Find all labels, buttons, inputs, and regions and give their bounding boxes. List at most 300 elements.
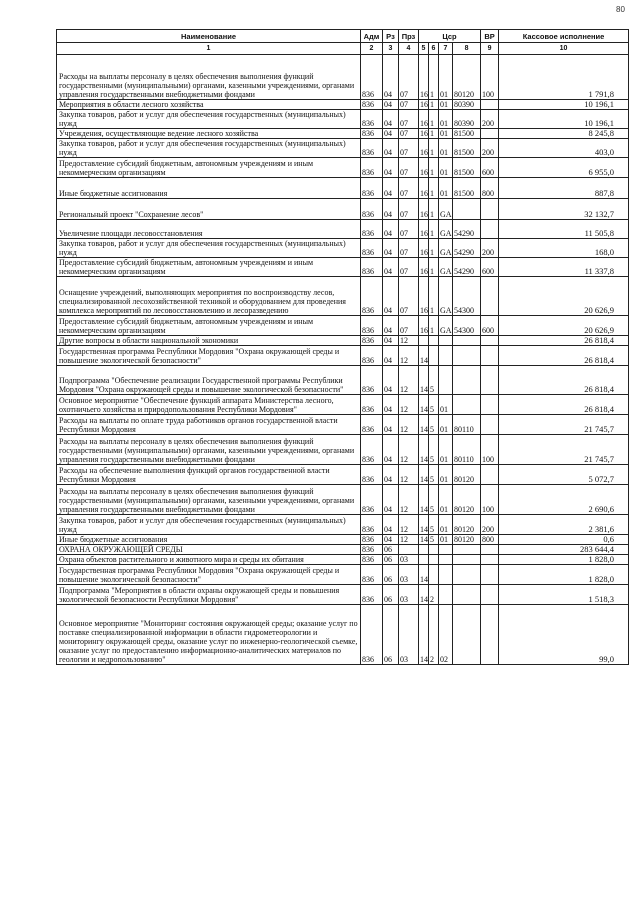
row-adm: 836 (361, 100, 383, 110)
row-csr-direction (453, 336, 481, 346)
row-vr (481, 415, 499, 435)
row-csr-subprogram (429, 565, 439, 585)
row-prz: 12 (399, 346, 419, 366)
col-number: 10 (499, 43, 629, 55)
table-row (57, 565, 629, 585)
table-row (57, 258, 629, 277)
row-name: Учреждения, осуществляющие ведение лесного хозяйства (57, 129, 361, 139)
table-row (57, 239, 629, 258)
table-row (57, 110, 629, 129)
row-csr-subprogram: 5 (429, 395, 439, 415)
row-csr-direction: 80110 (453, 435, 481, 465)
row-vr: 200 (481, 139, 499, 158)
row-adm: 836 (361, 485, 383, 515)
row-name: Предоставление субсидий бюджетным, автономным учреждениям и иным некоммерческим организациям (57, 316, 361, 336)
row-prz: 03 (399, 555, 419, 565)
row-amount: 10 196,1 (499, 100, 629, 110)
row-name: ОХРАНА ОКРУЖАЮЩЕЙ СРЕДЫ (57, 545, 361, 555)
row-csr-direction (453, 585, 481, 605)
row-rz: 04 (383, 55, 399, 100)
row-name: Подпрограмма "Мероприятия в области охраны окружающей среды и повышения экологической безопасности Республики Мордовия" (57, 585, 361, 605)
row-csr-main: GA (439, 258, 453, 277)
row-prz: 07 (399, 258, 419, 277)
row-csr-main: 01 (439, 485, 453, 515)
row-name: Увеличение площади лесовосстановления (57, 220, 361, 239)
row-vr (481, 220, 499, 239)
row-csr-subprogram: 5 (429, 366, 439, 395)
row-rz: 04 (383, 100, 399, 110)
row-csr-direction: 80390 (453, 110, 481, 129)
row-csr-program: 16 (419, 220, 429, 239)
row-csr-program: 14 (419, 346, 429, 366)
row-adm: 836 (361, 110, 383, 129)
row-vr (481, 545, 499, 555)
row-csr-main: 01 (439, 139, 453, 158)
row-prz: 12 (399, 535, 419, 545)
row-name: Основное мероприятие "Мониторинг состояния окружающей среды; оказание услуг по поставке специализированной информации в области гидрометеорологии и мониторингу окружающей среды, оказание услуг по инженерно-геологической съемке, оказание услуг по предоставлению информационно-аналитических материалов по геологии и недропользованию" (57, 605, 361, 665)
row-csr-direction: 80390 (453, 100, 481, 110)
row-amount: 10 196,1 (499, 110, 629, 129)
row-csr-program: 16 (419, 316, 429, 336)
row-csr-subprogram: 1 (429, 55, 439, 100)
row-amount: 11 505,8 (499, 220, 629, 239)
row-amount: 26 818,4 (499, 395, 629, 415)
row-name: Государственная программа Республики Мордовия "Охрана окружающей среды и повышение экологической безопасности" (57, 565, 361, 585)
row-rz: 04 (383, 110, 399, 129)
row-rz: 06 (383, 545, 399, 555)
row-name: Предоставление субсидий бюджетным, автономным учреждениям и иным некоммерческим организациям (57, 158, 361, 178)
row-prz: 12 (399, 465, 419, 485)
row-csr-subprogram: 5 (429, 485, 439, 515)
row-csr-direction: 80120 (453, 55, 481, 100)
row-adm: 836 (361, 346, 383, 366)
row-csr-subprogram: 5 (429, 415, 439, 435)
table-row (57, 415, 629, 435)
row-csr-direction (453, 346, 481, 366)
table-row (57, 395, 629, 415)
row-csr-subprogram: 5 (429, 535, 439, 545)
row-vr (481, 346, 499, 366)
row-adm: 836 (361, 545, 383, 555)
row-prz: 12 (399, 366, 419, 395)
row-csr-subprogram: 5 (429, 465, 439, 485)
table-row (57, 316, 629, 336)
row-vr (481, 565, 499, 585)
row-csr-program: 16 (420, 100, 428, 109)
table-row (57, 55, 629, 100)
row-amount: 2 381,6 (499, 515, 629, 535)
row-csr-subprogram: 1 (429, 178, 439, 199)
row-csr-main: GA (439, 220, 453, 239)
row-csr-direction: 81500 (453, 158, 481, 178)
row-adm: 836 (361, 435, 383, 465)
row-amount: 403,0 (499, 139, 629, 158)
row-name: Предоставление субсидий бюджетным, автономным учреждениям и иным некоммерческим организациям (57, 258, 361, 277)
row-prz: 12 (399, 515, 419, 535)
row-vr (481, 277, 499, 316)
row-csr-subprogram: 1 (429, 110, 439, 129)
row-csr-program: 14 (419, 485, 429, 515)
row-amount: 2 690,6 (499, 485, 629, 515)
row-rz: 04 (383, 139, 399, 158)
row-vr (481, 366, 499, 395)
row-csr-main: GA (439, 316, 453, 336)
row-vr (481, 395, 499, 415)
row-amount: 26 818,4 (499, 336, 629, 346)
row-amount: 21 745,7 (499, 435, 629, 465)
row-csr-program: 14 (419, 565, 429, 585)
row-adm: 836 (361, 465, 383, 485)
row-csr-program (419, 336, 429, 346)
table-row (57, 605, 629, 665)
row-amount: 20 626,9 (499, 277, 629, 316)
row-name: Другие вопросы в области национальной экономики (57, 336, 361, 346)
row-csr-subprogram: 1 (429, 316, 439, 336)
row-rz: 04 (383, 435, 399, 465)
row-rz: 04 (383, 220, 399, 239)
row-adm: 836 (361, 178, 383, 199)
row-adm: 836 (361, 366, 383, 395)
row-csr-subprogram: 5 (429, 515, 439, 535)
row-csr-main: 01 (439, 435, 453, 465)
col-number: 2 (361, 43, 383, 55)
row-csr-direction: 80120 (453, 535, 481, 545)
col-number: 4 (399, 43, 419, 55)
row-vr: 600 (481, 258, 499, 277)
row-csr-main: 02 (439, 605, 453, 665)
row-rz: 06 (383, 565, 399, 585)
row-prz: 07 (399, 129, 419, 139)
row-rz: 06 (383, 555, 399, 565)
row-prz (399, 545, 419, 555)
row-prz: 03 (399, 605, 419, 665)
row-name: Охрана объектов растительного и животного мира и среды их обитания (57, 555, 361, 565)
row-name: Расходы на выплаты персоналу в целях обеспечения выполнения функций государственными (муниципальными) органами, казенными учреждениями, органами управления государственными внебюджетными фондами (57, 485, 361, 515)
row-csr-direction: 54290 (453, 239, 481, 258)
row-csr-main: 01 (439, 395, 453, 415)
row-vr (481, 465, 499, 485)
row-name: Подпрограмма "Обеспечение реализации Государственной программы Республики Мордовия "Охрана окружающей среды и повышение экологической безопасности" (57, 366, 361, 395)
row-csr-main: 01 (439, 55, 453, 100)
row-vr: 200 (481, 239, 499, 258)
row-csr-main (439, 545, 453, 555)
row-rz: 04 (383, 366, 399, 395)
row-name: Расходы на выплаты персоналу в целях обеспечения выполнения функций государственными (муниципальными) органами, казенными учреждениями, органами управления государственными внебюджетными фондами (57, 55, 361, 100)
row-name: Государственная программа Республики Мордовия "Охрана окружающей среды и повышение экологической безопасности" (57, 346, 361, 366)
row-csr-direction (453, 605, 481, 665)
row-csr-subprogram: 5 (429, 435, 439, 465)
row-csr-program: 14 (419, 465, 429, 485)
row-csr-main (439, 336, 453, 346)
row-amount: 283 644,4 (499, 545, 629, 555)
row-vr (481, 336, 499, 346)
row-csr-direction (453, 395, 481, 415)
row-prz: 12 (399, 485, 419, 515)
row-csr-main: 01 (439, 129, 453, 139)
row-csr-program: 14 (419, 585, 429, 605)
row-adm: 836 (361, 415, 383, 435)
row-amount: 21 745,7 (499, 415, 629, 435)
row-vr (481, 585, 499, 605)
row-csr-subprogram: 1 (429, 277, 439, 316)
row-csr-direction: 54290 (453, 258, 481, 277)
row-vr (481, 605, 499, 665)
row-csr-subprogram: 2 (429, 585, 439, 605)
row-amount: 1 518,3 (499, 585, 629, 605)
row-rz: 04 (383, 258, 399, 277)
row-amount: 5 072,7 (499, 465, 629, 485)
row-name: Расходы на обеспечение выполнения функций органов государственной власти Республики Мордовия (57, 465, 361, 485)
row-csr-program: 16 (419, 55, 429, 100)
row-amount: 168,0 (499, 239, 629, 258)
col-number: 6 (429, 43, 439, 55)
row-csr-main (439, 585, 453, 605)
row-csr-program: 16 (419, 258, 429, 277)
table-row (57, 100, 629, 110)
row-csr-direction: 80120 (453, 515, 481, 535)
col-number: 3 (383, 43, 399, 55)
row-csr-program: 16 (419, 110, 429, 129)
row-vr: 100 (481, 485, 499, 515)
row-rz: 04 (383, 129, 399, 139)
row-adm: 836 (361, 555, 383, 565)
row-amount: 26 818,4 (499, 346, 629, 366)
row-prz: 07 (399, 239, 419, 258)
row-prz: 12 (399, 395, 419, 415)
col-number: 7 (439, 43, 453, 55)
table-row (57, 545, 629, 555)
row-csr-main (439, 346, 453, 366)
row-vr: 100 (481, 55, 499, 100)
row-csr-direction: 80120 (453, 485, 481, 515)
row-csr-subprogram: 1 (429, 158, 439, 178)
table-row (57, 139, 629, 158)
row-rz: 04 (383, 199, 399, 220)
row-csr-program: 14 (419, 415, 429, 435)
table-row (57, 129, 629, 139)
row-csr-subprogram: 1 (429, 258, 439, 277)
row-csr-direction: 81500 (453, 178, 481, 199)
row-adm: 836 (361, 515, 383, 535)
row-prz: 07 (399, 55, 419, 100)
row-vr: 200 (481, 515, 499, 535)
budget-execution-table (56, 29, 629, 665)
row-csr-program: 14 (419, 366, 429, 395)
row-vr (481, 199, 499, 220)
row-amount: 20 626,9 (499, 316, 629, 336)
row-amount: 6 955,0 (499, 158, 629, 178)
row-csr-main: 01 (439, 465, 453, 485)
col-header-adm: Адм (361, 30, 383, 43)
table-row (57, 346, 629, 366)
row-adm: 836 (361, 220, 383, 239)
row-prz: 07 (399, 158, 419, 178)
row-rz: 04 (383, 178, 399, 199)
table-row (57, 515, 629, 535)
row-vr: 800 (481, 178, 499, 199)
row-csr-main: 01 (439, 535, 453, 545)
row-csr-direction: 81500 (453, 129, 481, 139)
row-csr-main (439, 555, 453, 565)
row-csr-subprogram: 1 (429, 220, 439, 239)
row-csr-subprogram: 2 (429, 605, 439, 665)
row-adm: 836 (361, 336, 383, 346)
row-csr-program: 14 (419, 515, 429, 535)
row-rz: 04 (383, 277, 399, 316)
row-csr-subprogram: 1 (429, 139, 439, 158)
row-amount: 8 245,8 (499, 129, 629, 139)
row-amount: 1 828,0 (499, 565, 629, 585)
table-row (57, 366, 629, 395)
row-rz: 04 (383, 336, 399, 346)
col-number: 8 (453, 43, 481, 55)
column-number-row (57, 43, 629, 55)
row-name: Основное мероприятие "Обеспечение функций аппарата Министерства лесного, охотничьего хозяйства и природопользования Республики Мордовия" (57, 395, 361, 415)
col-number: 5 (419, 43, 429, 55)
row-csr-main: 01 (439, 415, 453, 435)
table-row (57, 178, 629, 199)
row-adm: 836 (361, 277, 383, 316)
row-csr-direction (453, 366, 481, 395)
col-header-rz: Рз (383, 30, 399, 43)
row-amount: 11 337,8 (499, 258, 629, 277)
row-amount: 26 818,4 (499, 366, 629, 395)
row-csr-main: 01 (439, 515, 453, 535)
row-name: Мероприятия в области лесного хозяйства (57, 100, 361, 110)
row-vr: 600 (481, 316, 499, 336)
row-name: Закупка товаров, работ и услуг для обеспечения государственных (муниципальных) нужд (57, 139, 361, 158)
row-prz: 07 (399, 110, 419, 129)
row-vr: 100 (481, 435, 499, 465)
row-rz: 04 (383, 395, 399, 415)
row-name: Закупка товаров, работ и услуг для обеспечения государственных (муниципальных) нужд (57, 110, 361, 129)
row-vr (481, 100, 499, 110)
row-name: Иные бюджетные ассигнования (57, 178, 361, 199)
col-header-vr: ВР (481, 30, 499, 43)
row-amount: 32 132,7 (499, 199, 629, 220)
col-number: 9 (481, 43, 499, 55)
row-csr-main: GA (439, 239, 453, 258)
row-csr-direction (453, 555, 481, 565)
row-csr-program: 16 (419, 199, 429, 220)
row-rz: 04 (383, 415, 399, 435)
row-csr-program: 14 (419, 435, 429, 465)
row-name: Расходы на выплаты персоналу в целях обеспечения выполнения функций государственными (муниципальными) органами, казенными учреждениями, органами управления государственными внебюджетными фондами (57, 435, 361, 465)
row-prz: 07 (399, 277, 419, 316)
row-csr-main: 01 (439, 158, 453, 178)
table-row (57, 199, 629, 220)
header-row (57, 30, 629, 43)
row-csr-direction: 80110 (453, 415, 481, 435)
row-adm: 836 (361, 158, 383, 178)
row-csr-subprogram: 1 (429, 129, 439, 139)
row-csr-subprogram: 1 (429, 199, 439, 220)
table-row (57, 465, 629, 485)
row-prz: 03 (399, 585, 419, 605)
row-name: Расходы на выплаты по оплате труда работников органов государственной власти Республики Мордовия (57, 415, 361, 435)
row-name: Иные бюджетные ассигнования (57, 535, 361, 545)
row-csr-program: 16 (419, 178, 429, 199)
row-adm: 836 (361, 258, 383, 277)
row-amount: 99,0 (499, 605, 629, 665)
row-prz: 07 (399, 139, 419, 158)
row-amount: 1 828,0 (499, 555, 629, 565)
row-amount: 0,6 (499, 535, 629, 545)
row-vr: 200 (481, 110, 499, 129)
table-row (57, 277, 629, 316)
row-adm: 836 (361, 565, 383, 585)
table-row (57, 535, 629, 545)
row-name: Оснащение учреждений, выполняющих мероприятия по воспроизводству лесов, специализированной лесохозяйственной техникой и оборудованием для проведения комплекса мероприятий по лесовосстановлению и лесоразведению (57, 277, 361, 316)
table-row (57, 158, 629, 178)
row-vr: 600 (481, 158, 499, 178)
row-rz: 04 (383, 465, 399, 485)
row-csr-subprogram (429, 555, 439, 565)
row-prz: 07 (399, 220, 419, 239)
row-csr-main: 01 (439, 110, 453, 129)
row-csr-subprogram: 1 (429, 100, 439, 110)
row-csr-program (419, 545, 429, 555)
row-prz: 07 (399, 100, 419, 110)
row-rz: 04 (383, 535, 399, 545)
row-csr-subprogram (429, 346, 439, 366)
row-rz: 04 (383, 239, 399, 258)
row-adm: 836 (361, 139, 383, 158)
row-csr-direction (453, 565, 481, 585)
row-csr-main (439, 366, 453, 395)
table-body (57, 55, 629, 665)
row-amount: 887,8 (499, 178, 629, 199)
row-csr-direction: 80120 (453, 465, 481, 485)
row-name: Закупка товаров, работ и услуг для обеспечения государственных (муниципальных) нужд (57, 239, 361, 258)
row-csr-main (439, 565, 453, 585)
row-prz: 12 (399, 336, 419, 346)
table-row (57, 435, 629, 465)
row-csr-program: 16 (419, 277, 429, 316)
row-csr-program: 16 (419, 139, 429, 158)
table-row (57, 336, 629, 346)
row-csr-main: GA (439, 199, 453, 220)
row-csr-direction (453, 545, 481, 555)
row-csr-direction (453, 199, 481, 220)
row-rz: 06 (383, 605, 399, 665)
row-csr-program: 16 (419, 239, 429, 258)
row-adm: 836 (361, 585, 383, 605)
row-adm: 836 (361, 316, 383, 336)
row-adm: 836 (361, 55, 383, 100)
row-prz: 12 (399, 415, 419, 435)
row-prz: 07 (399, 199, 419, 220)
row-rz: 06 (383, 585, 399, 605)
row-csr-main: 01 (439, 100, 453, 110)
row-csr-main: 01 (439, 178, 453, 199)
page-number: 80 (616, 5, 625, 14)
row-csr-program: 14 (419, 395, 429, 415)
row-vr: 800 (481, 535, 499, 545)
row-adm: 836 (361, 239, 383, 258)
row-csr-program: 14 (420, 535, 428, 544)
row-prz: 12 (399, 435, 419, 465)
row-csr-subprogram (429, 336, 439, 346)
row-adm: 836 (361, 199, 383, 220)
row-csr-direction: 81500 (453, 139, 481, 158)
row-csr-program: 16 (420, 129, 428, 138)
col-number: 1 (57, 43, 361, 55)
row-rz: 04 (383, 485, 399, 515)
table-row (57, 555, 629, 565)
row-name: Закупка товаров, работ и услуг для обеспечения государственных (муниципальных) нужд (57, 515, 361, 535)
row-adm: 836 (361, 605, 383, 665)
